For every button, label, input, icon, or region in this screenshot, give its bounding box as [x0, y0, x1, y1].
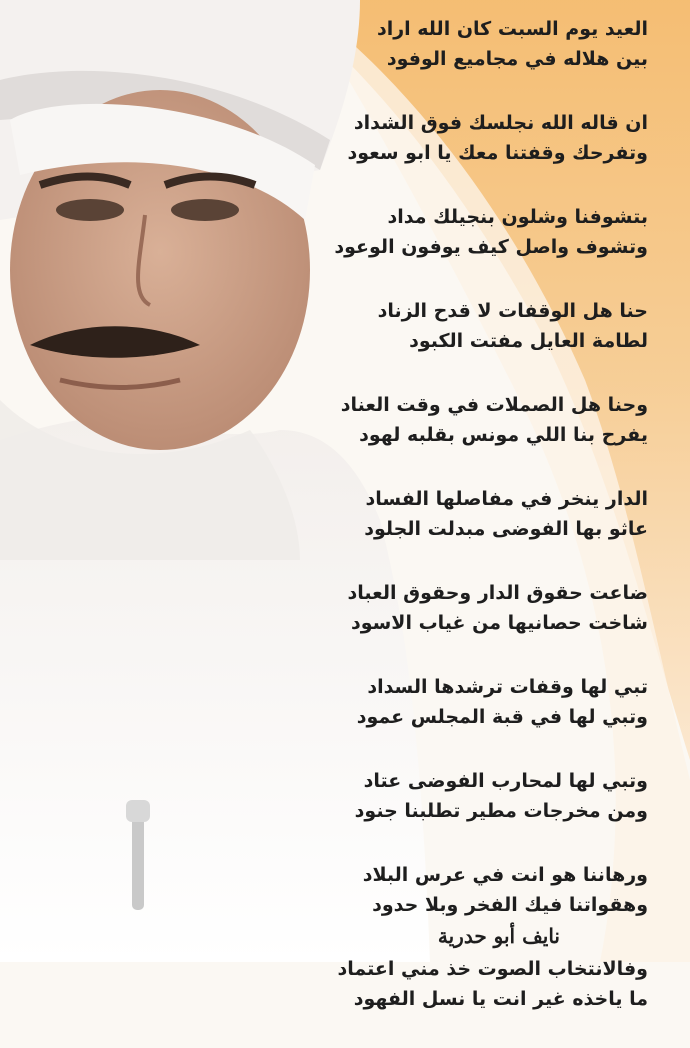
stanza-11	[208, 954, 648, 1014]
stanza-5	[208, 390, 648, 450]
poem-line: تبي لها وقفات ترشدها السداد	[367, 676, 648, 698]
stanza-7	[208, 578, 648, 638]
stanza-3	[208, 202, 648, 262]
poem-line: وتبي لها لمحارب الفوضى عتاد	[363, 770, 648, 792]
stanza-1	[208, 14, 648, 74]
stanza-10	[208, 860, 648, 920]
stanza-8	[208, 672, 648, 732]
poem-line: عاثو بها الفوضى مبدلت الجلود	[364, 518, 648, 540]
poem-line: وتشوف واصل كيف يوفون الوعود	[334, 236, 648, 258]
poem-line: بتشوفنا وشلون بنجيلك مداد	[387, 206, 648, 228]
poem-line: شاخت حصانيها من غياب الاسود	[350, 612, 648, 634]
poem-line: وحنا هل الصملات في وقت العناد	[340, 394, 648, 416]
poem-line: لطامة العايل مفتت الكبود	[409, 330, 648, 352]
poem-line: ومن مخرجات مطير تطلبنا جنود	[354, 800, 648, 822]
poem-line: ما ياخذه غير انت يا نسل الفهود	[353, 988, 648, 1010]
poem-line: وتفرحك وقفتنا معك يا ابو سعود	[347, 142, 648, 164]
poem-line: يفرح بنا اللي مونس بقلبه لهود	[359, 424, 648, 446]
poem-line: بين هلاله في مجاميع الوفود	[386, 48, 648, 70]
poem-line: العيد يوم السبت كان الله اراد	[376, 18, 648, 40]
poem-text	[208, 14, 648, 1048]
poem-line: وفالانتخاب الصوت خذ مني اعتماد	[337, 958, 648, 980]
poem-line: ضاعت حقوق الدار وحقوق العباد	[347, 582, 648, 604]
stanza-4	[208, 296, 648, 356]
poem-line: ورهاننا هو انت في عرس البلاد	[362, 864, 648, 886]
poet-signature: نايف أبو حدرية	[437, 924, 560, 948]
stanza-2	[208, 108, 648, 168]
poem-line: ان قاله الله نجلسك فوق الشداد	[353, 112, 648, 134]
poem-line: وهقواتنا فيك الفخر وبلا حدود	[372, 894, 648, 916]
stanza-6	[208, 484, 648, 544]
poem-line: وتبي لها في قبة المجلس عمود	[356, 706, 648, 728]
poem-line: حنا هل الوقفات لا قدح الزناد	[377, 300, 648, 322]
poem-line: الدار ينخر في مفاصلها الفساد	[365, 488, 648, 510]
stanza-9	[208, 766, 648, 826]
